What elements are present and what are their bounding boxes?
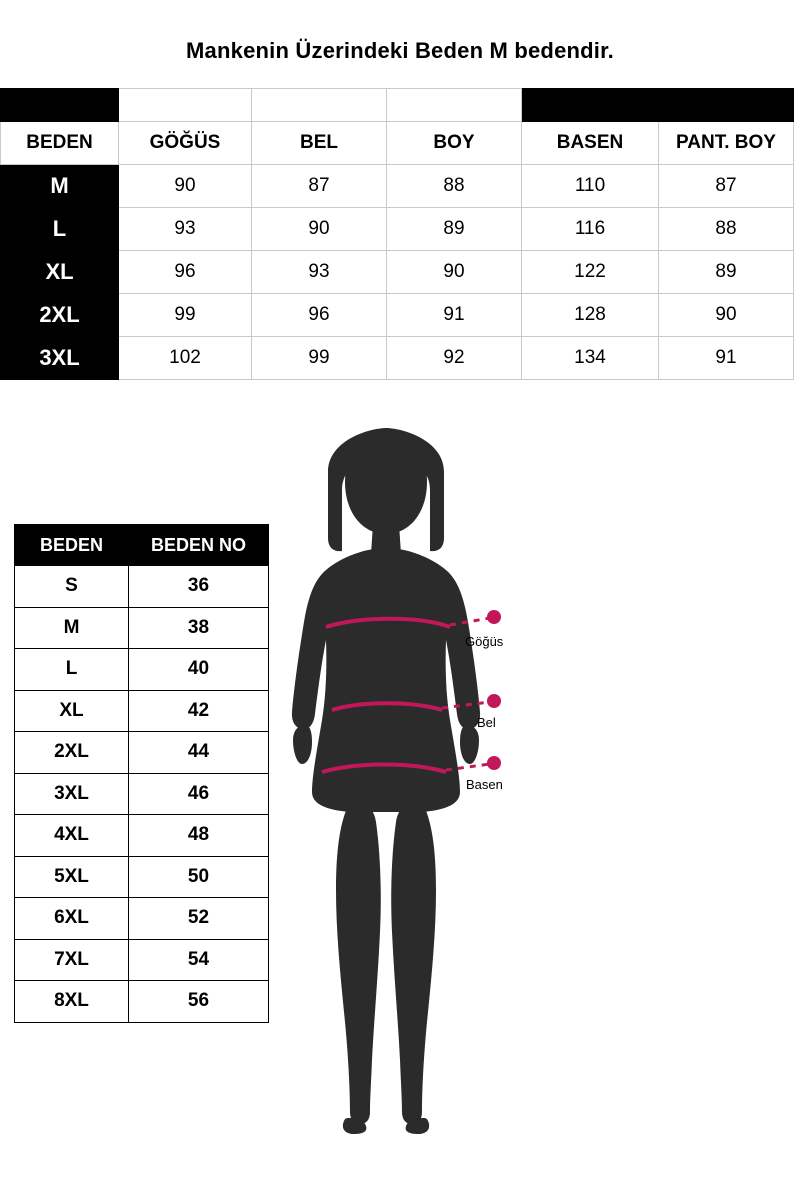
column-header-pant-boy: PANT. BOY bbox=[659, 122, 794, 165]
cell-beden: 6XL bbox=[15, 898, 129, 940]
table-row bbox=[1, 251, 794, 294]
row-header-size: L bbox=[1, 208, 119, 251]
measurements-table bbox=[0, 88, 794, 380]
chest-dot bbox=[487, 610, 501, 624]
spacer-cell bbox=[387, 89, 522, 122]
row-header-size: 2XL bbox=[1, 294, 119, 337]
cell-boy: 91 bbox=[387, 294, 522, 337]
cell-beden: S bbox=[15, 566, 129, 608]
cell-beden-no: 54 bbox=[129, 939, 269, 981]
cell-beden: XL bbox=[15, 690, 129, 732]
cell-pant-boy: 87 bbox=[659, 165, 794, 208]
table-row bbox=[15, 732, 269, 774]
table-row bbox=[1, 165, 794, 208]
column-header-beden: BEDEN bbox=[15, 525, 129, 566]
cell-gogus: 93 bbox=[119, 208, 252, 251]
column-header-gogus: GÖĞÜS bbox=[119, 122, 252, 165]
cell-beden-no: 38 bbox=[129, 607, 269, 649]
table-row bbox=[15, 815, 269, 857]
cell-basen: 116 bbox=[522, 208, 659, 251]
cell-beden: 7XL bbox=[15, 939, 129, 981]
cell-gogus: 96 bbox=[119, 251, 252, 294]
cell-beden-no: 44 bbox=[129, 732, 269, 774]
cell-gogus: 99 bbox=[119, 294, 252, 337]
row-header-size: M bbox=[1, 165, 119, 208]
cell-beden: M bbox=[15, 607, 129, 649]
spacer-cell bbox=[659, 89, 794, 122]
cell-bel: 87 bbox=[252, 165, 387, 208]
column-header-bel: BEL bbox=[252, 122, 387, 165]
cell-beden: 3XL bbox=[15, 773, 129, 815]
table-row bbox=[15, 690, 269, 732]
cell-beden-no: 48 bbox=[129, 815, 269, 857]
cell-basen: 134 bbox=[522, 337, 659, 380]
row-header-size: 3XL bbox=[1, 337, 119, 380]
column-header-basen: BASEN bbox=[522, 122, 659, 165]
cell-beden-no: 56 bbox=[129, 981, 269, 1023]
chest-label: Göğüs bbox=[465, 634, 504, 649]
table-row bbox=[15, 566, 269, 608]
cell-gogus: 102 bbox=[119, 337, 252, 380]
cell-beden: 2XL bbox=[15, 732, 129, 774]
cell-boy: 88 bbox=[387, 165, 522, 208]
table-row bbox=[15, 981, 269, 1023]
hip-dot bbox=[487, 756, 501, 770]
cell-beden-no: 42 bbox=[129, 690, 269, 732]
cell-bel: 93 bbox=[252, 251, 387, 294]
table-row bbox=[15, 607, 269, 649]
cell-bel: 99 bbox=[252, 337, 387, 380]
cell-basen: 110 bbox=[522, 165, 659, 208]
column-header-boy: BOY bbox=[387, 122, 522, 165]
table-spacer-row bbox=[1, 89, 794, 122]
size-table-header-row bbox=[15, 525, 269, 566]
cell-beden-no: 50 bbox=[129, 856, 269, 898]
cell-boy: 90 bbox=[387, 251, 522, 294]
table-row bbox=[15, 773, 269, 815]
body-silhouette bbox=[292, 428, 480, 1134]
cell-boy: 92 bbox=[387, 337, 522, 380]
hip-label: Basen bbox=[466, 777, 503, 792]
cell-beden: 4XL bbox=[15, 815, 129, 857]
cell-pant-boy: 88 bbox=[659, 208, 794, 251]
cell-pant-boy: 89 bbox=[659, 251, 794, 294]
cell-gogus: 90 bbox=[119, 165, 252, 208]
cell-basen: 122 bbox=[522, 251, 659, 294]
waist-dot bbox=[487, 694, 501, 708]
cell-bel: 96 bbox=[252, 294, 387, 337]
table-row bbox=[1, 337, 794, 380]
cell-beden: 5XL bbox=[15, 856, 129, 898]
cell-bel: 90 bbox=[252, 208, 387, 251]
row-header-size: XL bbox=[1, 251, 119, 294]
column-header-beden: BEDEN bbox=[1, 122, 119, 165]
table-row bbox=[1, 294, 794, 337]
spacer-cell bbox=[252, 89, 387, 122]
spacer-cell bbox=[522, 89, 659, 122]
spacer-cell bbox=[119, 89, 252, 122]
cell-beden-no: 40 bbox=[129, 649, 269, 691]
table-row bbox=[15, 898, 269, 940]
size-number-table bbox=[14, 524, 269, 1023]
mannequin-silhouette-svg bbox=[270, 420, 570, 1140]
table-row bbox=[1, 208, 794, 251]
page-title: Mankenin Üzerindeki Beden M bedendir. bbox=[186, 38, 614, 63]
cell-beden-no: 46 bbox=[129, 773, 269, 815]
table-row bbox=[15, 939, 269, 981]
table-row bbox=[15, 856, 269, 898]
cell-beden-no: 52 bbox=[129, 898, 269, 940]
table-header-row bbox=[1, 122, 794, 165]
spacer-cell bbox=[1, 89, 119, 122]
cell-beden: 8XL bbox=[15, 981, 129, 1023]
mannequin-figure bbox=[270, 420, 570, 1140]
cell-beden: L bbox=[15, 649, 129, 691]
cell-beden-no: 36 bbox=[129, 566, 269, 608]
cell-boy: 89 bbox=[387, 208, 522, 251]
table-row bbox=[15, 649, 269, 691]
cell-basen: 128 bbox=[522, 294, 659, 337]
waist-label: Bel bbox=[477, 715, 496, 730]
cell-pant-boy: 91 bbox=[659, 337, 794, 380]
column-header-beden-no: BEDEN NO bbox=[129, 525, 269, 566]
cell-pant-boy: 90 bbox=[659, 294, 794, 337]
